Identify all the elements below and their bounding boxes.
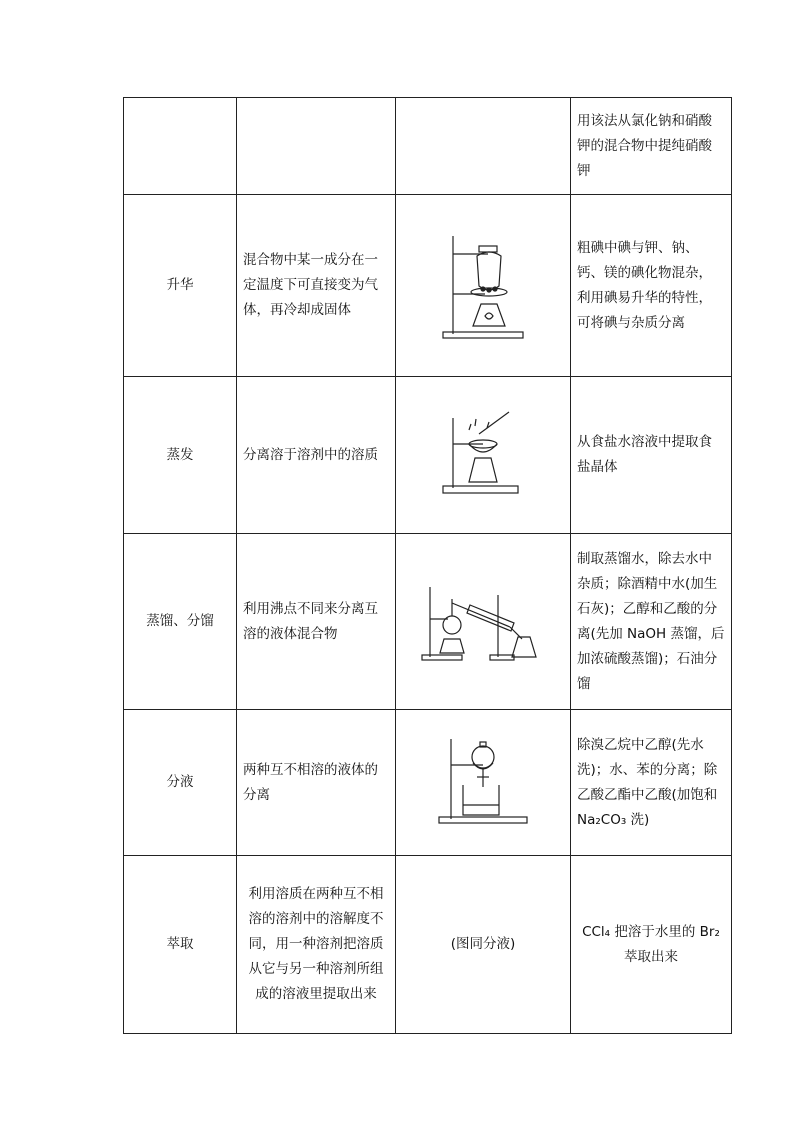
principle-cell: 混合物中某一成分在一定温度下可直接变为气体，再冷却成固体 [237,195,396,377]
sublimation-apparatus-figure [433,226,533,346]
table-row [124,98,732,195]
principle-cell: 利用沸点不同来分离互溶的液体混合物 [237,534,396,710]
apparatus-cell [396,98,571,195]
principle-cell: 利用溶质在两种互不相溶的溶剂中的溶解度不同，用一种溶剂把溶质从它与另一种溶剂所组成的溶液里提取出来 [237,856,396,1034]
example-cell: 从食盐水溶液中提取食盐晶体 [571,377,732,534]
table-row [124,856,732,1034]
example-cell: 除溴乙烷中乙醇(先水洗)；水、苯的分离；除乙酸乙酯中乙酸(加饱和 Na₂CO₃ 洗) [571,710,732,856]
example-cell: CCl₄ 把溶于水里的 Br₂ 萃取出来 [571,856,732,1034]
table-row [124,710,732,856]
apparatus-cell: (图同分液) [396,856,571,1034]
example-cell: 粗碘中碘与钾、钠、钙、镁的碘化物混杂，利用碘易升华的特性，可将碘与杂质分离 [571,195,732,377]
table-row [124,195,732,377]
method-cell: 蒸馏、分馏 [124,534,237,710]
method-cell: 萃取 [124,856,237,1034]
apparatus-cell [396,710,571,856]
table-row [124,377,732,534]
method-cell: 分液 [124,710,237,856]
evaporation-apparatus-figure [433,410,533,500]
table-row [124,534,732,710]
principle-cell: 两种互不相溶的液体的分离 [237,710,396,856]
method-cell: 升华 [124,195,237,377]
principle-cell [237,98,396,195]
separation-methods-table [123,97,732,1034]
apparatus-cell [396,377,571,534]
method-cell [124,98,237,195]
distillation-apparatus-figure [418,577,548,667]
separatory-funnel-figure [433,735,533,830]
example-cell: 用该法从氯化钠和硝酸钾的混合物中提纯硝酸钾 [571,98,732,195]
apparatus-cell [396,534,571,710]
example-cell: 制取蒸馏水，除去水中杂质；除酒精中水(加生石灰)；乙醇和乙酸的分离(先加 NaOH 蒸馏，后加浓硫酸蒸馏)；石油分馏 [571,534,732,710]
apparatus-cell [396,195,571,377]
method-cell: 蒸发 [124,377,237,534]
principle-cell: 分离溶于溶剂中的溶质 [237,377,396,534]
